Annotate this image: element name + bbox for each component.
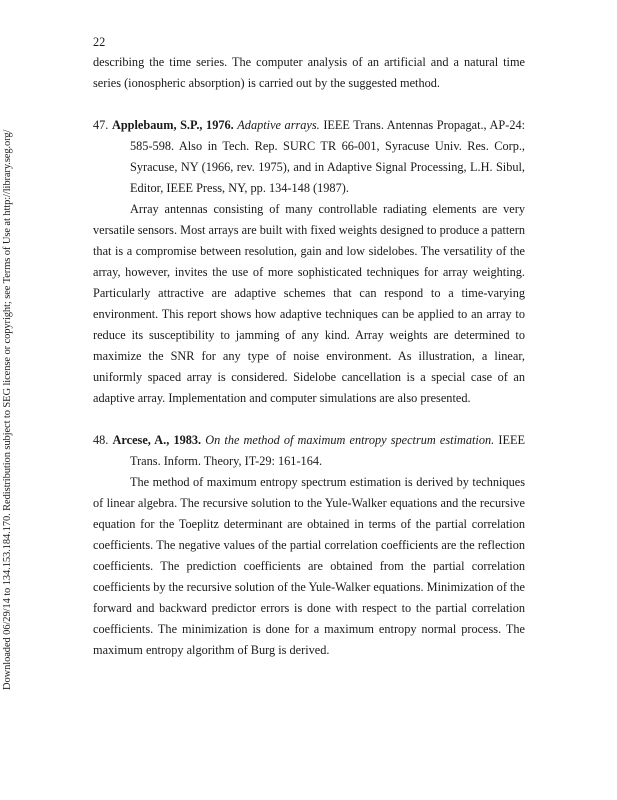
entry-title: Adaptive arrays.: [237, 118, 320, 132]
document-page: [93, 32, 525, 661]
download-notice: [2, 129, 13, 700]
entry-author-year: Applebaum, S.P., 1976.: [111, 118, 234, 132]
entry-number: 48.: [93, 433, 109, 447]
entry-author-year: Arcese, A., 1983.: [112, 433, 202, 447]
download-notice-text: Downloaded 06/29/14 to 134.153.184.170. Redistribution subject to SEG license or copyright; see Terms of Use at http://library.seg.org/: [2, 129, 13, 690]
entry-abstract: Array antennas consisting of many controllable radiating elements are very versatile sensors. Most arrays are built with fixed weights designed to produce a pattern that is a compromise between resolution, gain and low sidelobes. The versatility of the array, however, invites the use of more sophisticated techniques for array weighting. Particularly attractive are adaptive schemes that can respond to a time-varying environment. This report shows how adaptive techniques can be applied to an array to reduce its susceptibility to jamming of any kind. Array weights are determined to maximize the SNR for any type of noise environment. As illustration, a linear, uniformly spaced array is considered. Sidelobe cancellation is a special case of an adaptive array. Implementation and computer simulations are also presented.: [93, 202, 525, 405]
bibliography-entry: [93, 115, 525, 409]
bibliography-entry: [93, 430, 525, 661]
entry-number: 47.: [93, 118, 109, 132]
entry-reference: [93, 115, 525, 199]
entry-reference: [93, 430, 525, 472]
page-number: 22: [93, 35, 106, 49]
entry-title: On the method of maximum entropy spectrum estimation.: [205, 433, 495, 447]
entry-abstract: The method of maximum entropy spectrum estimation is derived by techniques of linear algebra. The recursive solution to the Yule-Walker equations and the recursive equation for the Toeplitz determinant are obtained in terms of the partial correlation coefficients. The negative values of the partial correlation coefficients are the reflection coefficients. The prediction coefficients are obtained from the partial correlation coefficients by the recursive solution of the Yule-Walker equations. Minimization of the forward and backward predictor errors is done with respect to the partial correlation coefficients. The minimization is done for a maximum entropy normal process. The maximum entropy algorithm of Burg is derived.: [93, 475, 526, 657]
entry-citation: IEEE Trans. Inform. Theory, IT-29: 161-164.: [130, 433, 525, 468]
continuation-paragraph: describing the time series. The computer analysis of an artificial and a natural time series (ionospheric absorption) is carried out by the suggested method.: [93, 55, 525, 90]
entry-citation: IEEE Trans. Antennas Propagat., AP-24: 585-598. Also in Tech. Rep. SURC TR 66-001, Syracuse Univ. Res. Corp., Syracuse, NY (1966, rev. 1975), and in Adaptive Signal Processing, L.H. Sibul, Editor, IEEE Press, NY, pp. 134-148 (1987).: [130, 118, 526, 195]
